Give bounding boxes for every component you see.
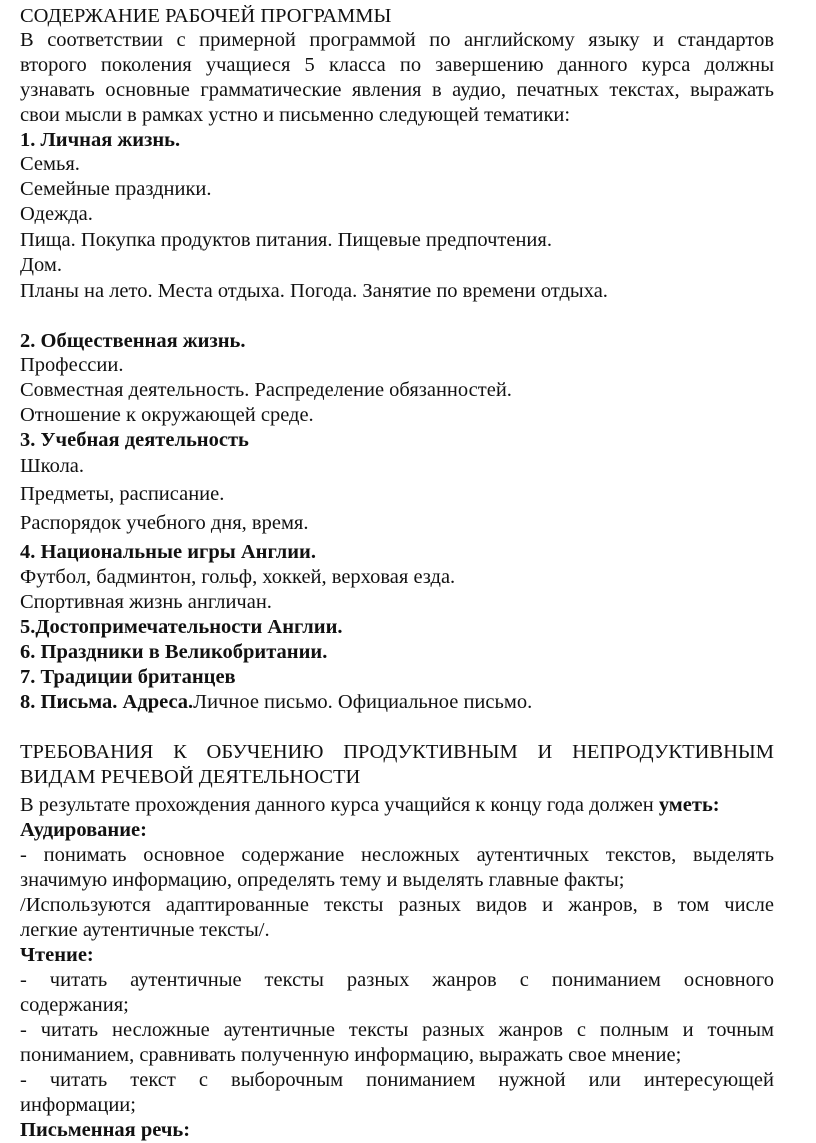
section-4-item: Спортивная жизнь англичан. <box>20 591 272 613</box>
section-8-text: Личное письмо. Официальное письмо. <box>193 691 533 713</box>
listening-line-1: - понимать основное содержание несложных аутентичных текстов, выделять <box>20 844 774 866</box>
listening-line-4: легкие аутентичные тексты/. <box>20 919 270 941</box>
section-1-item: Планы на лето. Места отдыха. Погода. Занятие по времени отдыха. <box>20 280 608 302</box>
reading-line-6: информации; <box>20 1094 136 1116</box>
intro-line-2: второго поколения учащиеся 5 класса по завершению данного курса должны <box>20 54 774 76</box>
intro-line-1: В соответствии с примерной программой по английскому языку и стандартов <box>20 29 774 51</box>
section-2-item: Профессии. <box>20 354 124 376</box>
section-3-item: Школа. <box>20 455 85 477</box>
section-heading-4: 4. Национальные игры Англии. <box>20 541 316 563</box>
reading-line-2: содержания; <box>20 994 129 1016</box>
reading-line-1: - читать аутентичные тексты разных жанров с пониманием основного <box>20 969 774 991</box>
section-heading-1: 1. Личная жизнь. <box>20 129 181 151</box>
intro-line-4: свои мысли в рамках устно и письменно следующей тематики: <box>20 104 571 126</box>
section-2-item: Отношение к окружающей среде. <box>20 404 314 426</box>
section-3-item: Предметы, расписание. <box>20 483 225 505</box>
section-2-item: Совместная деятельность. Распределение обязанностей. <box>20 379 512 401</box>
reading-line-4: пониманием, сравнивать полученную информацию, выражать свое мнение; <box>20 1044 682 1066</box>
section-1-item: Пища. Покупка продуктов питания. Пищевые предпочтения. <box>20 229 552 251</box>
section-heading-6: 6. Праздники в Великобритании. <box>20 641 328 663</box>
listening-line-2: значимую информацию, определять тему и выделять главные факты; <box>20 869 625 891</box>
writing-heading: Письменная речь: <box>20 1119 191 1141</box>
requirements-title-line-1: ТРЕБОВАНИЯ К ОБУЧЕНИЮ ПРОДУКТИВНЫМ И НЕПРОДУКТИВНЫМ <box>20 741 774 763</box>
reading-line-5: - читать текст с выборочным пониманием нужной или интересующей <box>20 1069 774 1091</box>
intro-line-3: узнавать основные грамматические явления в аудио, печатных текстах, выражать <box>20 79 774 101</box>
section-heading-7: 7. Традиции британцев <box>20 666 236 688</box>
requirements-title-line-2: ВИДАМ РЕЧЕВОЙ ДЕЯТЕЛЬНОСТИ <box>20 766 361 788</box>
section-1-item: Дом. <box>20 254 62 276</box>
reading-line-3: - читать несложные аутентичные тексты разных жанров с полным и точным <box>20 1019 774 1041</box>
section-heading-2: 2. Общественная жизнь. <box>20 330 246 352</box>
listening-heading: Аудирование: <box>20 819 147 841</box>
section-3-item: Распорядок учебного дня, время. <box>20 512 309 534</box>
section-1-item: Семья. <box>20 153 80 175</box>
requirements-lead: В результате прохождения данного курса учащийся к концу года должен уметь: <box>20 794 720 816</box>
section-4-item: Футбол, бадминтон, гольф, хоккей, верховая езда. <box>20 566 456 588</box>
listening-line-3: /Используются адаптированные тексты разных видов и жанров, в том числе <box>20 894 774 916</box>
section-heading-5: 5.Достопримечательности Англии. <box>20 616 343 638</box>
document-title: СОДЕРЖАНИЕ РАБОЧЕЙ ПРОГРАММЫ <box>20 5 392 27</box>
section-1-item: Одежда. <box>20 203 93 225</box>
reading-heading: Чтение: <box>20 944 94 966</box>
section-1-item: Семейные праздники. <box>20 178 212 200</box>
section-heading-3: 3. Учебная деятельность <box>20 429 249 451</box>
section-heading-8: 8. Письма. Адреса.Личное письмо. Официальное письмо. <box>20 691 533 713</box>
